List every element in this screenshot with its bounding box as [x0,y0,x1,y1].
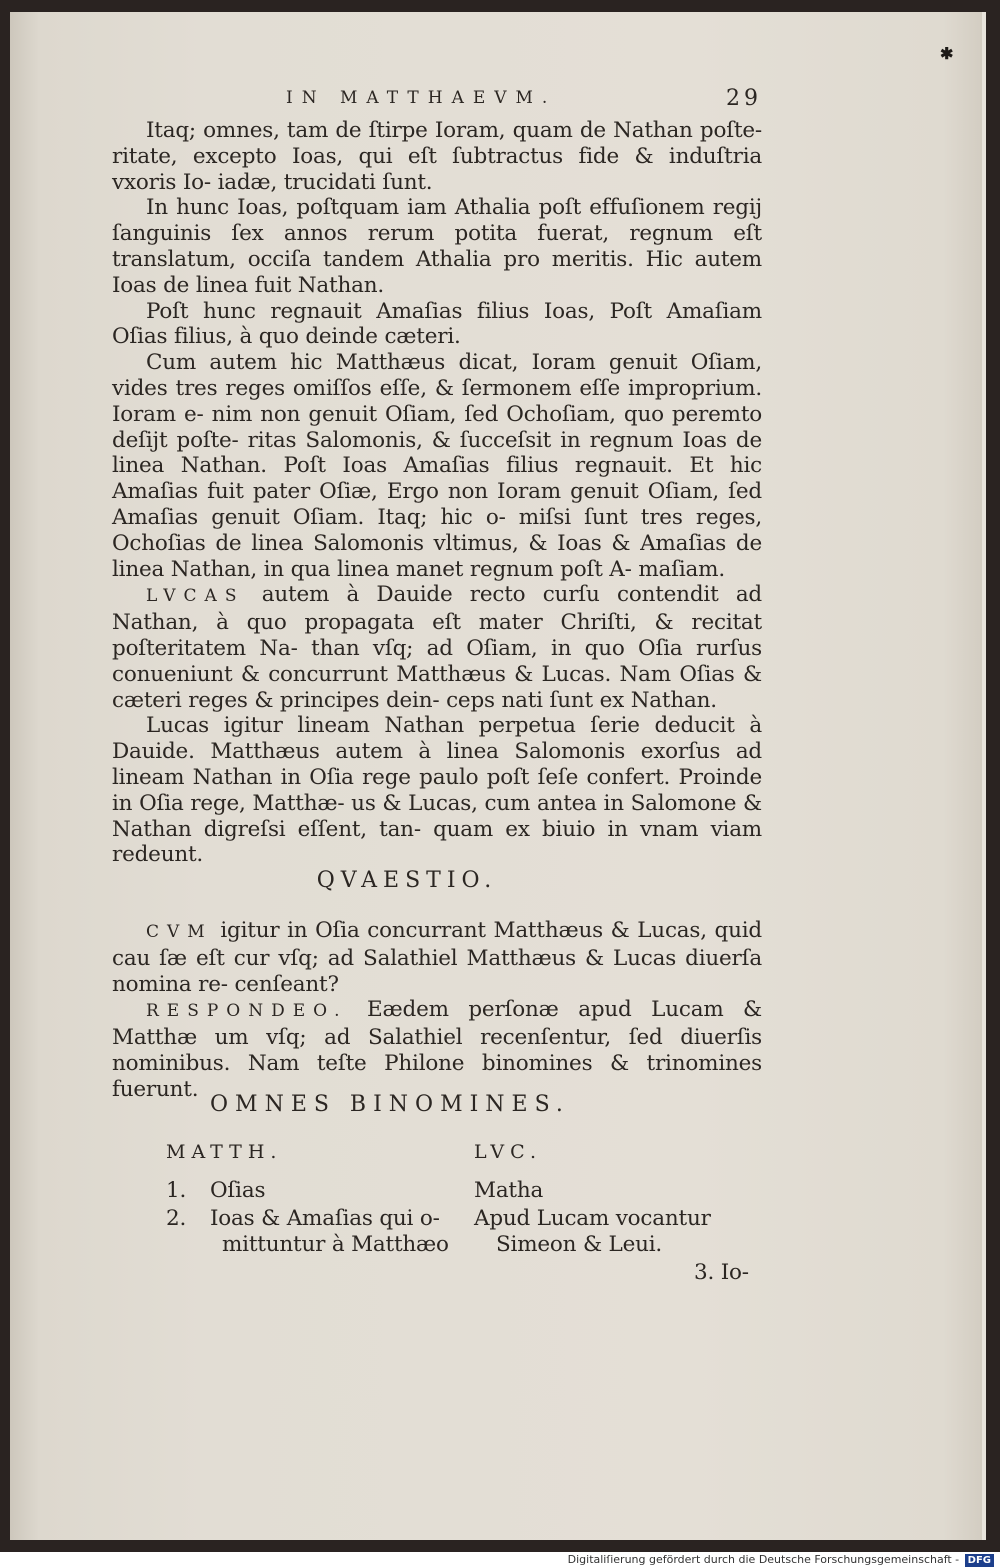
paragraph-3: Poſt hunc regnauit Amaſias filius Ioas, Poſt Amaſiam Oſias filius, à quo deinde cæteri. [112,298,762,350]
matthaeus-name: Oſias [210,1178,266,1203]
footer-bar [0,1552,1000,1568]
lucas-name: Matha [474,1178,544,1203]
question-paragraph [112,918,762,997]
running-head: IN MATTHAEVM. [286,88,557,108]
small-caps-lucas: LVCAS [146,586,245,607]
paragraph-6: Lucas igitur lineam Nathan perpetua ſerie deducit à Dauide. Matthæus autem à linea Salomonis exorſus ad lineam Nathan in Oſia rege paulo poſt ſeſe confert. Proinde in Oſia rege, Matthæ- us & Lucas, cum antea in Salomone & Nathan digreſsi eſſent, tan- quam ex biuio in vnam viam redeunt. [112,713,762,868]
question-text: igitur in Oſia concurrant Matthæus & Lucas, quid cau ſæ eſt cur vſq; ad Salathiel Matthæus & Lucas diuerſa nomina re- cenſeant? [112,918,762,997]
small-caps-cum: CVM [146,922,213,942]
matthaeus-name: Ioas & Amaſias qui o- [210,1206,440,1231]
footer-credit [568,1553,994,1567]
column-header-lucas: LVC. [474,1141,542,1163]
lucas-name: Apud Lucam vocantur [474,1206,711,1231]
small-caps-respondeo: RESPONDEO. [146,1001,348,1022]
matthaeus-name: mittuntur à Matthæo [222,1232,449,1257]
paragraph-5-text: autem à Dauide recto curſu contendit ad Nathan, à quo propagata eſt mater Chriſti, & recitat poſteritatem Na- than vſq; ad Oſiam, in quo Oſia rurſus conueniunt & concurrunt Matthæus & Lucas. Nam Oſias & cæteri reges & principes dein- ceps nati ſunt ex Nathan. [112,582,762,713]
funding-credit-text: Digitaliſierung gefördert durch die Deutsche Forschungsgemeinschaft - [567,1553,960,1566]
catchword: 3. Io- [694,1260,749,1285]
dfg-logo: DFG [965,1554,994,1567]
lucas-name: Simeon & Leui. [496,1232,663,1257]
paragraph-5 [112,582,762,713]
page-number: 29 [726,86,762,111]
question-answer-block [112,918,762,1103]
response-paragraph [112,997,762,1102]
paragraph-4: Cum autem hic Matthæus dicat, Ioram genuit Oſiam, vides tres reges omiſſos eſſe, & ſermonem eſſe improprium. Ioram e- nim non genuit Oſiam, ſed Ochoſiam, quo peremto deſijt poſte- ritas Salomonis, & ſucceſsit in regnum Ioas de linea Nathan. Poſt Ioas Amaſias filius regnauit. Et hic Amaſias fuit pater Oſiæ, Ergo non Ioram genuit Oſiam, ſed Amaſias genuit Oſiam. Itaq; hic o- miſsi ſunt tres reges, Ochoſias de linea Salomonis vltimus, & Ioas & Amaſias de linea Nathan, in qua linea manet regnum poſt A- maſiam. [112,350,762,582]
table-heading: OMNES BINOMINES. [210,1092,570,1117]
column-header-matthaeus: MATTH. [166,1141,283,1163]
paragraph-2: In hunc Ioas, poſtquam iam Athalia poſt effuſionem regij ſanguinis ſex annos rerum potita fuerat, regnum eſt translatum, occiſa tandem Athalia pro meritis. Hic autem Ioas de linea fuit Nathan. [112,195,762,298]
paragraph-1: Itaq; omnes, tam de ſtirpe Ioram, quam de Nathan poſte- ritate, excepto Ioas, qui eſt ſubtractus fide & induſtria vxoris Io- iadæ, trucidati ſunt. [112,118,762,195]
row-number: 1. [166,1178,187,1203]
section-heading-quaestio: QVAESTIO. [316,868,498,893]
page-edge-mark: ✱ [940,44,954,63]
response-text: Eædem perſonæ apud Lucam & Matthæ um vſq; ad Salathiel recenſentur, ſed diuerſis nominibus. Nam teſte Philone binomines & trinomines fuerunt. [112,997,762,1102]
body-text [112,118,762,868]
row-number: 2. [166,1206,187,1231]
